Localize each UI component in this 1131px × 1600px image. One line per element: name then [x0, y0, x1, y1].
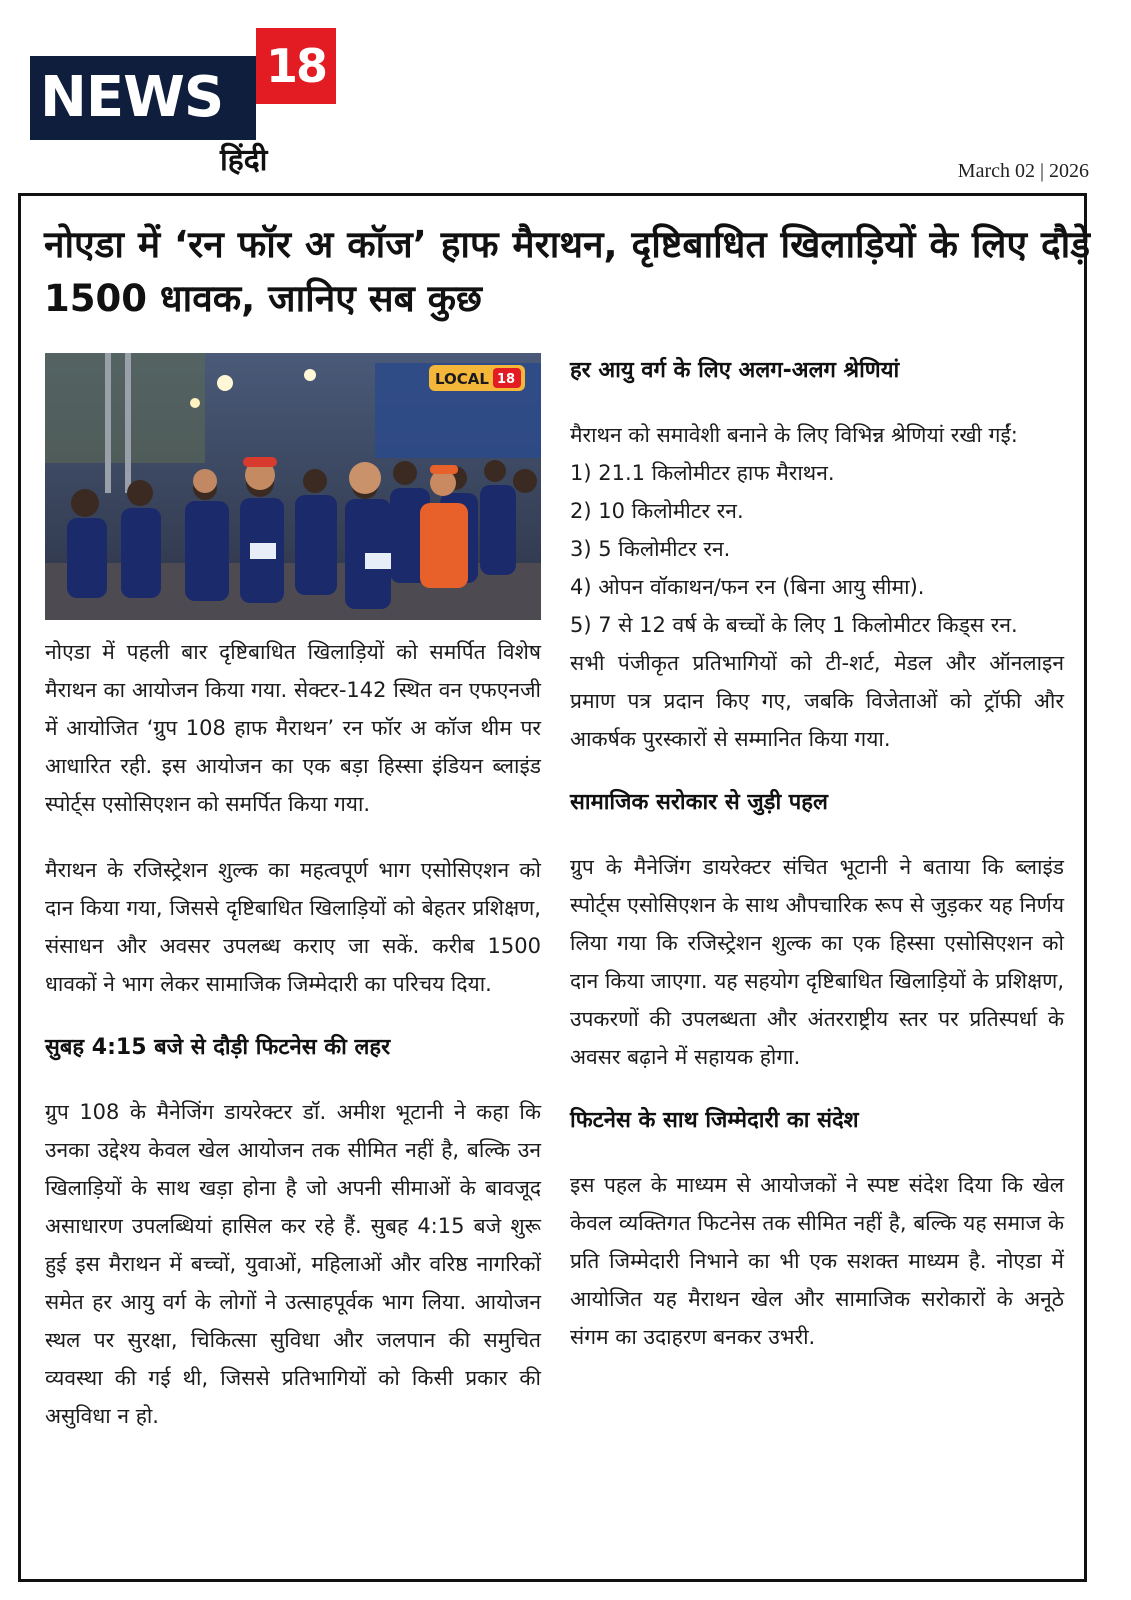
right-paragraph-1: मैराथन को समावेशी बनाने के लिए विभिन्न श्रेणियां रखी गईं: — [570, 423, 1018, 447]
left-column — [45, 633, 541, 1435]
right-paragraph-2: सभी पंजीकृत प्रतिभागियों को टी-शर्ट, मेडल और ऑनलाइन प्रमाण पत्र प्रदान किए गए, जबकि विजेताओं को ट्रॉफी और आकर्षक पुरस्कारों से सम्मानित किया गया. — [570, 651, 1064, 751]
left-paragraph-3: ग्रुप 108 के मैनेजिंग डायरेक्टर डॉ. अमीश भूटानी ने कहा कि उनका उद्देश्य केवल खेल आयोजन तक सीमित नहीं है, बल्कि उन खिलाड़ियों के साथ खड़ा होना है जो अपनी सीमाओं के बावजूद असाधारण उपलब्धियां हासिल कर रहे हैं. सुबह 4:15 बजे शुरू हुई इस मैराथन में बच्चों, युवाओं, महिलाओं और वरिष्ठ नागरिकों समेत हर आयु वर्ग के लोगों ने उत्साहपूर्वक भाग लिया. आयोजन स्थल पर सुरक्षा, चिकित्सा सुविधा और जलपान की समुचित व्यवस्था की गई थी, जिससे प्रतिभागियों को किसी प्रकार की असुविधा न हो. — [45, 1100, 541, 1428]
category-item-2: 2) 10 किलोमीटर रन. — [570, 499, 744, 523]
left-paragraph-1: नोएडा में पहली बार दृष्टिबाधित खिलाड़ियों को समर्पित विशेष मैराथन का आयोजन किया गया. सेक्टर-142 स्थित वन एफएनजी में आयोजित ‘ग्रुप 108 हाफ मैराथन’ रन फॉर अ कॉज थीम पर आधारित रही. इस आयोजन का एक बड़ा हिस्सा इंडियन ब्लाइंड स्पोर्ट्स एसोसिएशन को समर्पित किया गया. — [45, 640, 541, 816]
logo-number-badge: 18 — [256, 28, 336, 104]
left-subheading-1: सुबह 4:15 बजे से दौड़ी फिटनेस की लहर — [45, 1035, 391, 1060]
right-paragraph-4: इस पहल के माध्यम से आयोजकों ने स्पष्ट संदेश दिया कि खेल केवल व्यक्तिगत फिटनेस तक सीमित नहीं है, बल्कि यह समाज के प्रति जिम्मेदारी निभाने का भी एक सशक्त माध्यम है. नोएडा में आयोजित यह मैराथन खेल और सामाजिक सरोकारों के अनूठे संगम का उदाहरण बनकर उभरी. — [570, 1173, 1064, 1349]
marathon-photo — [45, 353, 541, 620]
runners-crowd-illustration — [45, 353, 541, 620]
right-subheading-2: सामाजिक सरोकार से जुड़ी पहल — [570, 790, 828, 815]
category-item-3: 3) 5 किलोमीटर रन. — [570, 537, 731, 561]
logo-language: हिंदी — [220, 143, 268, 178]
right-subheading-1: हर आयु वर्ग के लिए अलग-अलग श्रेणियां — [570, 358, 900, 383]
category-item-1: 1) 21.1 किलोमीटर हाफ मैराथन. — [570, 461, 835, 485]
right-subheading-3: फिटनेस के साथ जिम्मेदारी का संदेश — [570, 1108, 859, 1133]
logo-wordmark: NEWS — [40, 65, 224, 130]
category-list — [570, 454, 1064, 644]
right-column — [570, 352, 1064, 1356]
right-paragraph-3: ग्रुप के मैनेजिंग डायरेक्टर संचित भूटानी ने बताया कि ब्लाइंड स्पोर्ट्स एसोसिएशन के साथ औपचारिक रूप से जुड़कर यह निर्णय लिया गया कि रजिस्ट्रेशन शुल्क का एक हिस्सा एसोसिएशन को दान किया जाएगा. यह सहयोग दृष्टिबाधित खिलाड़ियों के प्रशिक्षण, उपकरणों की उपलब्धता और अंतरराष्ट्रीय स्तर पर प्रतिस्पर्धा के अवसर बढ़ाने में सहायक होगा. — [570, 855, 1064, 1069]
category-item-4: 4) ओपन वॉकाथन/फन रन (बिना आयु सीमा). — [570, 575, 925, 599]
publication-date: March 02 | 2026 — [957, 160, 1089, 182]
category-item-5: 5) 7 से 12 वर्ष के बच्चों के लिए 1 किलोमीटर किड्स रन. — [570, 613, 1018, 637]
article-headline: नोएडा में ‘रन फॉर अ कॉज’ हाफ मैराथन, दृष्टिबाधित खिलाड़ियों के लिए दौड़े 1500 धावक, जानिए सब कुछ — [44, 223, 1090, 320]
local-badge-number: 18 — [497, 372, 516, 387]
local-badge-text: LOCAL — [435, 370, 489, 388]
left-paragraph-2: मैराथन के रजिस्ट्रेशन शुल्क का महत्वपूर्ण भाग एसोसिएशन को दान किया गया, जिससे दृष्टिबाधित खिलाड़ियों को बेहतर प्रशिक्षण, संसाधन और अवसर उपलब्ध कराए जा सकें. करीब 1500 धावकों ने भाग लेकर सामाजिक जिम्मेदारी का परिचय दिया. — [45, 858, 541, 996]
news18-logo[interactable] — [30, 28, 340, 180]
